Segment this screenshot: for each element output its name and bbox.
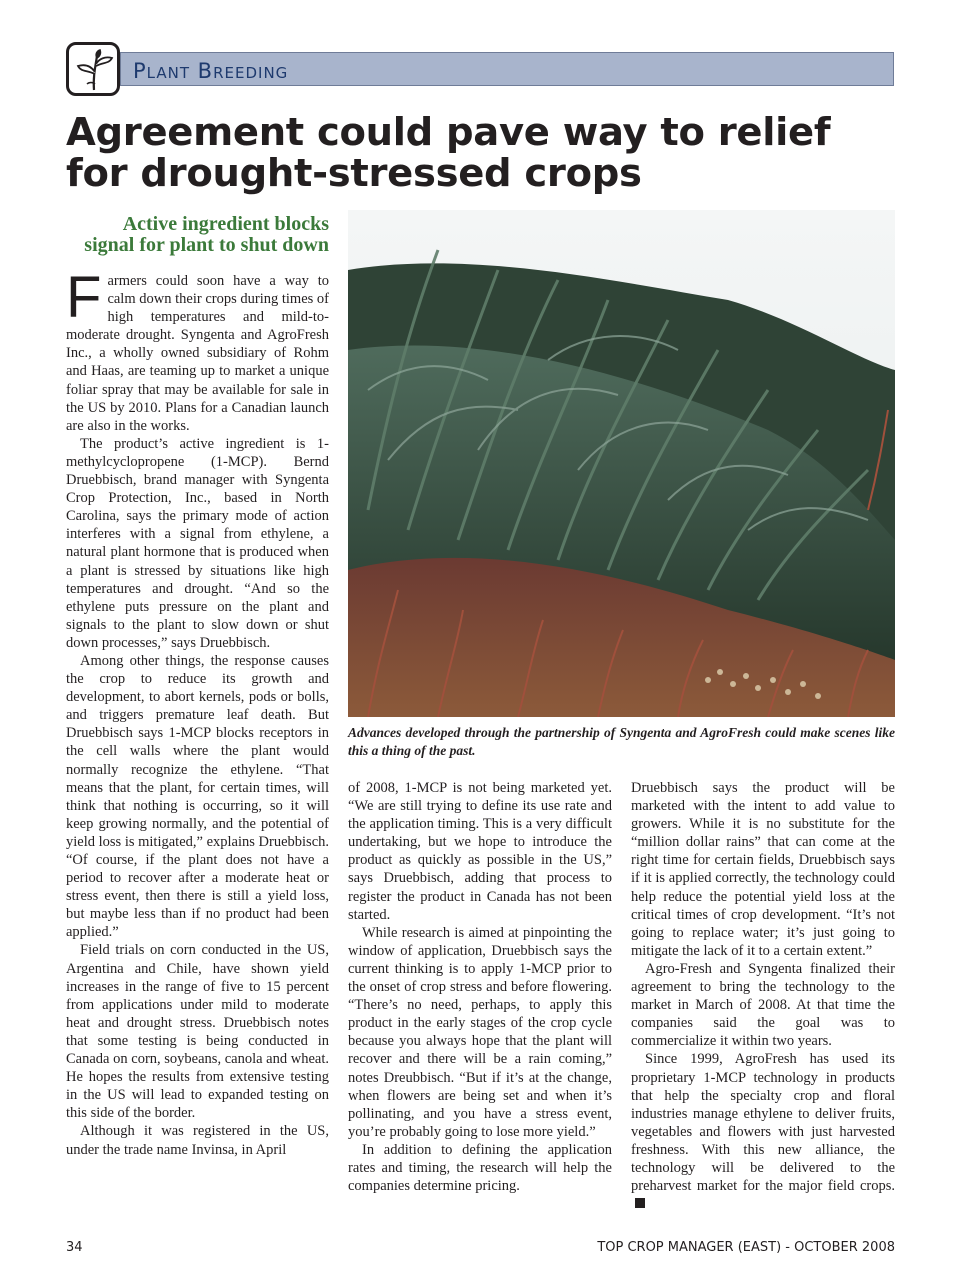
paragraph: While research is aimed at pinpointing the window of application, Druebbisch says the current thinking is to apply 1-MCP prior to the onset of crop stress and before flowering. “There’s no need, perhaps, to apply this product in the early stages of the crop cycle because you always hope that the plant will recover and there will be a rain coming,” notes Dreubbisch. “But if it’s at the change, when flowers are being set and when it’s pollinating, and you have a stress event, you’re probably going to lose more yield.”: [348, 924, 612, 1140]
page-number: 34: [66, 1240, 83, 1255]
paragraph: Although it was registered in the US, under the trade name Invinsa, in April: [66, 1123, 329, 1158]
plant-breeding-icon: [73, 48, 115, 92]
paragraph: Druebbisch says the product will be marketed with the intent to add value to growers. While it is no substitute for the “million dollar rains” that can come at the right time for certain fields, Druebbisch says if it is applied correctly, the technology could help reduce the potential yield loss at the critical times of crop development. “It’s not going to replace water; it’s just going to mitigate the lack of it to a certain extent.”: [631, 780, 895, 959]
article-column-2: [348, 779, 612, 1195]
paragraph-text: armers could soon have a way to calm down their crops during times of high temperatures and mild-to-moderate drought. Syngenta and AgroFresh Inc., a wholly owned subsidiary of Rohm and Haas, are teaming up to market a unique foliar spray that may be available for sale in the US by 2010. Plans for a Canadian launch are also in the works.: [66, 273, 329, 434]
paragraph: of 2008, 1-MCP is not being marketed yet. “We are still trying to define its use rate and the application timing. This is a very difficult undertaking, but we hope to introduce the product as quickly as possible in the US,” says Druebbisch, adding that process to register the product in Canada has not been started.: [348, 780, 612, 923]
deck-line-2: signal for plant to shut down: [84, 234, 329, 256]
corn-field-photo: [348, 210, 895, 717]
headline-line-1: Agreement could pave way to relief: [66, 110, 831, 155]
paragraph: [631, 1050, 895, 1213]
section-header-bar: [120, 52, 894, 86]
corn-field-illustration: [348, 210, 895, 717]
paragraph: In addition to defining the application rates and timing, the research will help the companies determine pricing.: [348, 1141, 612, 1195]
photo-caption: Advances developed through the partnership of Syngenta and AgroFresh could make scenes like this a thing of the past.: [348, 725, 895, 758]
drop-cap: F: [66, 265, 102, 330]
publication-footer: TOP CROP MANAGER (EAST) - OCTOBER 2008: [597, 1240, 895, 1255]
deck-line-1: Active ingredient blocks: [122, 213, 329, 235]
deck-subheadline: [66, 214, 329, 256]
paragraph: Among other things, the response causes the crop to reduce its growth and development, to abort kernels, pods or bolls, and triggers premature leaf death. But Druebbisch says 1-MCP blocks receptors in the cell walls where the plant would normally recognize the ethylene. “That means that the plant, for certain times, will think that nothing is occurring, so it will keep growing normally, and the potential of yield loss is mitigated,” explains Druebbisch. “Of course, if the plant does not have a period to recover after a moderate heat or stress event, then there is still a yield loss, but maybe less than if no product had been applied.”: [66, 652, 329, 941]
paragraph: Agro-Fresh and Syngenta finalized their agreement to bring the technology to the market in March of 2008. At that time the companies said the goal was to commercialize it within two years.: [631, 960, 895, 1050]
paragraph: Field trials on corn conducted in the US, Argentina and Chile, have shown yield increases in the range of five to 15 percent from applications under mild to moderate heat and drought stress. Druebbisch notes that some testing is being conducted in Canada on corn, soybeans, canola and wheat. He hopes the results from extensive testing in the US will lead to expanded testing on this side of the border.: [66, 942, 329, 1122]
section-label: Plant Breeding: [133, 59, 289, 83]
article-column-1: [66, 265, 329, 1159]
headline-line-2: for drought-stressed crops: [66, 151, 642, 196]
paragraph: [66, 265, 329, 435]
plant-breeding-logo: [66, 42, 120, 96]
headline: [66, 112, 906, 194]
end-mark-icon: [635, 1198, 645, 1208]
paragraph-text: Since 1999, AgroFresh has used its proprietary 1-MCP technology in products that help the specialty crop and floral industries manage ethylene to deliver fruits, vegetables and flowers with just harvested freshness. With this new alliance, the technology will be delivered to the preharvest market for the major field crops.: [631, 1051, 895, 1195]
paragraph: The product’s active ingredient is 1-methylcyclopropene (1-MCP). Bernd Druebbisch, brand manager with Syngenta Crop Protection, Inc., based in North Carolina, says the primary mode of action interferes with a signal from ethylene, a natural plant hormone that is produced when a plant is stressed by situations like high temperatures and drought. “And so the ethylene puts pressure on the plant and signals to the plant to slow down or shut down processes,” says Druebbisch.: [66, 435, 329, 651]
article-column-3: [631, 779, 895, 1213]
